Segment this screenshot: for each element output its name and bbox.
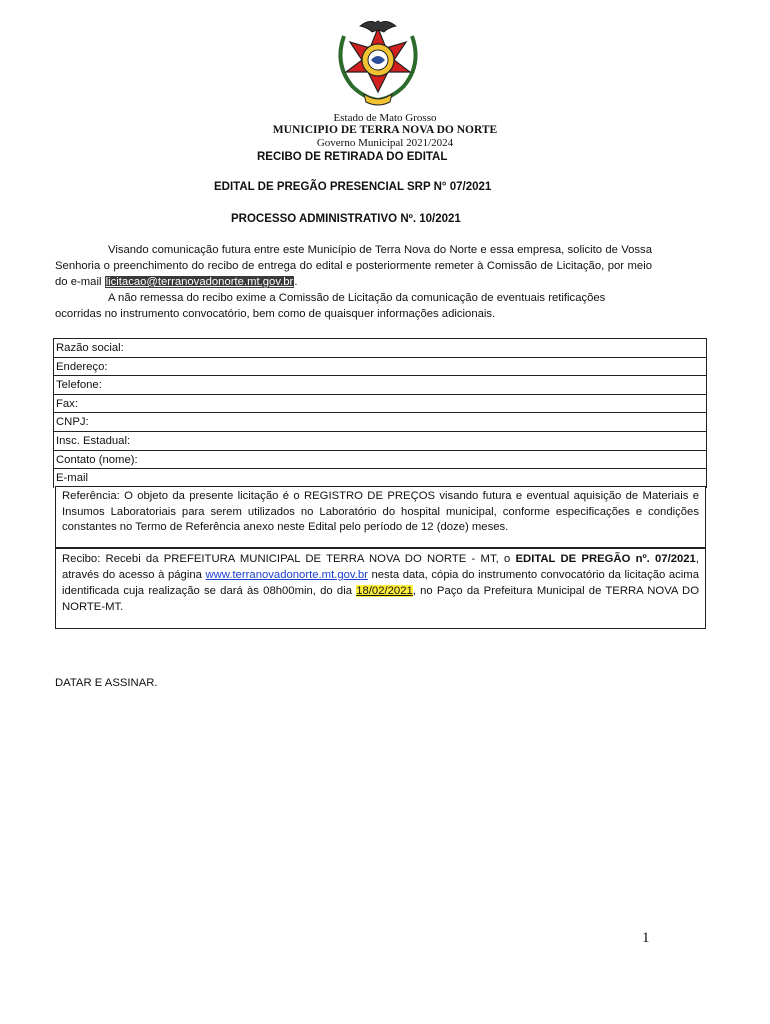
form-row-telefone[interactable]: Telefone: (54, 376, 706, 395)
recibo-text-2: , através do acesso à página (62, 553, 699, 581)
intro-end: . (294, 276, 298, 288)
form-row-endereco[interactable]: Endereço: (54, 358, 706, 377)
coat-of-arms-icon (330, 14, 426, 106)
title-edital: EDITAL DE PREGÃO PRESENCIAL SRP N° 07/2021 (214, 181, 492, 193)
recibo-box (55, 548, 706, 629)
title-recibo: RECIBO DE RETIRADA DO EDITAL (257, 151, 448, 163)
form-row-cnpj[interactable]: CNPJ: (54, 413, 706, 432)
title-processo: PROCESSO ADMINISTRATIVO Nº. 10/2021 (231, 213, 461, 225)
form-row-razao-social[interactable]: Razão social: (54, 339, 706, 358)
intro-text: Visando comunicação futura entre este Município de Terra Nova do Norte e essa empresa, solicito de Vossa Senhoria o preenchimento do recibo de entrega do edital e posteriormente remeter à Comissão de Licitação, por meio do e-mail (55, 244, 652, 288)
recibo-text-3: nesta data, cópia do instrumento convocatório da licitação acima identificada cuja realização se dará às 08h00min, do dia (62, 569, 699, 597)
form-row-email[interactable]: E-mail (56, 472, 89, 485)
recibo-text-1: Recibo: Recebi da PREFEITURA MUNICIPAL DE TERRA NOVA DO NORTE - MT, o (62, 553, 516, 565)
header-state: Estado de Mato Grosso (333, 112, 437, 124)
sign-instruction: DATAR E ASSINAR. (55, 677, 158, 689)
page-number: 1 (642, 930, 650, 946)
header-government: Governo Municipal 2021/2024 (316, 137, 454, 149)
recibo-text-4: , no Paço da Prefeitura Municipal de TERRA NOVA DO NORTE-MT. (62, 585, 699, 613)
recibo-edital-bold: EDITAL DE PREGÃO nº. 07/2021 (515, 553, 696, 565)
form-row-fax[interactable]: Fax: (54, 395, 706, 414)
form-row-insc-estadual[interactable]: Insc. Estadual: (54, 432, 706, 451)
session-date: 18/02/2021 (356, 585, 413, 597)
referencia-box: Referência: O objeto da presente licitação é o REGISTRO DE PREÇOS visando futura e eventual aquisição de Materiais e Insumos Laboratoriais para serem utilizados no Laboratório do hospital municipal, conforme especificações e condições constantes no Termo de Referência anexo neste Edital pelo período de 12 (doze) meses. (55, 486, 706, 548)
website-link[interactable]: www.terranovadonorte.mt.gov.br (205, 569, 368, 581)
notice-paragraph (55, 290, 652, 322)
notice-text: A não remessa do recibo exime a Comissão de Licitação da comunicação de eventuais retificações ocorridas no instrumento convocatório, bem como de quaisquer informações adicionais. (55, 292, 606, 320)
form-row-contato[interactable]: Contato (nome): (54, 451, 706, 470)
header-municipality: MUNICIPIO DE TERRA NOVA DO NORTE (272, 124, 498, 136)
intro-paragraph (55, 242, 652, 290)
email-link[interactable]: licitacao@terranovadonorte.mt.gov.br (105, 276, 294, 288)
company-form-table (53, 338, 707, 488)
